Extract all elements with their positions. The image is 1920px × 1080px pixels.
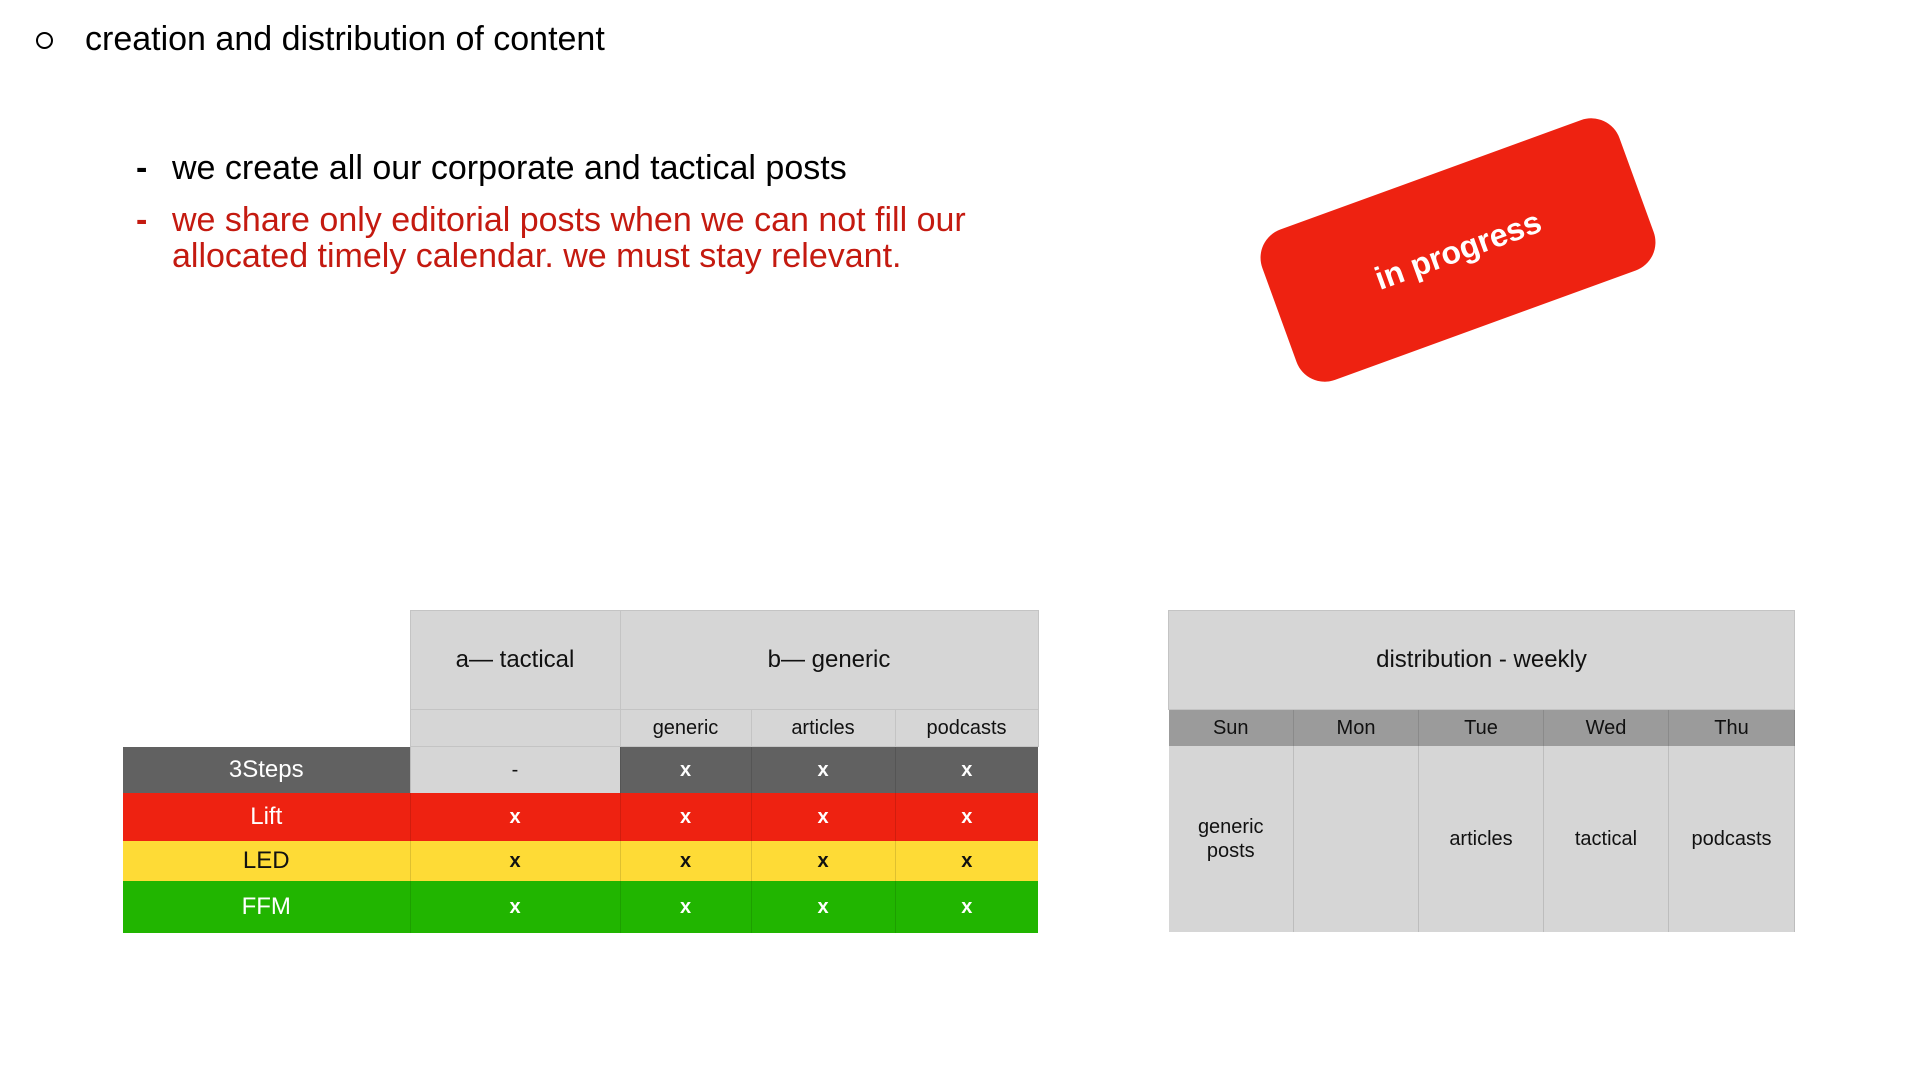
table-cell: x (895, 881, 1038, 933)
slot-row (1169, 746, 1795, 932)
day-mon: Mon (1294, 710, 1419, 747)
table-cell: x (751, 841, 895, 881)
table-cell: - (410, 747, 620, 794)
heading-text: creation and distribution of content (85, 20, 605, 58)
stamp-label: in progress (1369, 202, 1546, 297)
header-generic: b— generic (620, 611, 1038, 710)
weekly-distribution-table (1168, 610, 1795, 932)
table-cell: x (410, 881, 620, 933)
table-cell: x (751, 747, 895, 794)
heading (36, 20, 605, 59)
point-share (136, 202, 1096, 274)
dash-bullet: - (136, 149, 148, 187)
row-label: LED (123, 841, 410, 881)
point-text: we create all our corporate and tactical posts (172, 149, 847, 187)
circle-bullet-icon (36, 32, 53, 49)
table-cell: x (751, 881, 895, 933)
weekly-title-row (1169, 611, 1795, 710)
table-cell: x (620, 881, 751, 933)
table-cell: x (410, 841, 620, 881)
slot-sun: generic posts (1169, 746, 1294, 932)
empty-corner (123, 710, 410, 747)
table-cell: x (895, 793, 1038, 841)
header-tactical: a— tactical (410, 611, 620, 710)
day-tue: Tue (1419, 710, 1544, 747)
dash-bullet: - (136, 201, 148, 239)
row-label: Lift (123, 793, 410, 841)
point-text: we share only editorial posts when we can not fill our allocated timely calendar. we must stay relevant. (172, 201, 966, 275)
table-cell: x (751, 793, 895, 841)
day-sun: Sun (1169, 710, 1294, 747)
table-cell: x (410, 793, 620, 841)
table-cell: x (620, 841, 751, 881)
row-label: 3Steps (123, 747, 410, 794)
weekday-row (1169, 710, 1795, 747)
day-wed: Wed (1544, 710, 1669, 747)
table-cell: x (620, 793, 751, 841)
table-cell: x (620, 747, 751, 794)
table-row (123, 747, 1038, 794)
sub-header-row (123, 710, 1038, 747)
group-header-row (123, 611, 1038, 710)
subheader-generic: generic (620, 710, 751, 747)
table-row (123, 881, 1038, 933)
day-thu: Thu (1669, 710, 1795, 747)
table-row (123, 841, 1038, 881)
bullet-points (136, 150, 1096, 290)
table-cell: x (895, 747, 1038, 794)
subheader-articles: articles (751, 710, 895, 747)
row-label: FFM (123, 881, 410, 933)
slot-wed: tactical (1544, 746, 1669, 932)
table-row (123, 793, 1038, 841)
slot-mon (1294, 746, 1419, 932)
subheader-empty (410, 710, 620, 747)
weekly-title: distribution - weekly (1169, 611, 1795, 710)
point-create (136, 150, 1096, 186)
table-cell: x (895, 841, 1038, 881)
in-progress-stamp (1252, 110, 1664, 390)
slot-tue: articles (1419, 746, 1544, 932)
content-matrix-table (123, 610, 1039, 933)
empty-corner (123, 611, 410, 710)
subheader-podcasts: podcasts (895, 710, 1038, 747)
slot-thu: podcasts (1669, 746, 1795, 932)
